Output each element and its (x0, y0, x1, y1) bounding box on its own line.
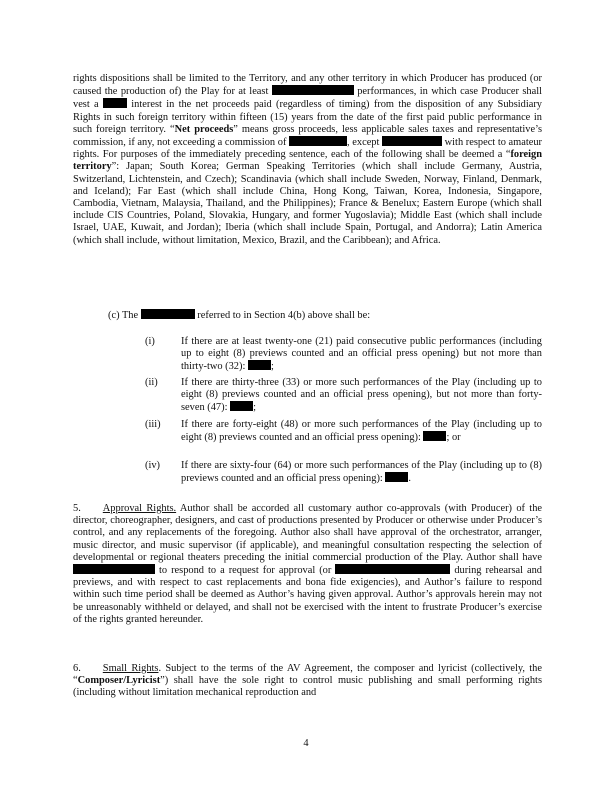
text-run: ”) shall have the sole right to control music publishing and small performing rights (including without limitation mechanical reproduction and (73, 675, 542, 699)
redaction-block (335, 564, 450, 574)
text-run: interest in the net proceeds paid (regardless of timing) from the disposition of any Subsidiary Rights in such foreign territory within fifteen (15) years from the date of the first paid public performance in such foreign territory. “ (73, 99, 542, 135)
redaction-block (141, 309, 195, 319)
text-run: If there are thirty-three (33) or more such performances of the Play (including up to eight (8) previews counted and an official press opening), but not more than forty-seven (47): (181, 377, 542, 414)
list-item-number: (ii) (145, 377, 158, 388)
defined-term-composer-lyricist: Composer/Lyricist (77, 675, 161, 687)
section-5-approval-rights (73, 503, 542, 626)
list-item-text (181, 460, 542, 485)
list-item-text (181, 419, 542, 444)
text-run: ; (270, 361, 274, 373)
list-item-number: (i) (145, 336, 155, 347)
subsection-c (108, 309, 370, 322)
redaction-block (103, 98, 127, 108)
text-run: during rehearsal and previews, and with respect to cast replacements and bona fide exigencies), and Author’s failure to respond within such time period shall be deemed as Author’s having given approval. Author’s approvals herein may not be unreasonably withheld or delayed, and shall not be exercised with the intent to frustrate Producer’s exercise of the rights granted hereunder. (73, 565, 542, 625)
section-6-small-rights (73, 663, 542, 700)
redaction-block (248, 360, 271, 370)
text-run: (c) The (108, 310, 141, 321)
list-item-number: (iii) (145, 419, 161, 430)
paragraph-subsidiary-rights (73, 73, 542, 247)
text-run: ” means gross proceeds, less applicable sales taxes and representative’s commission, if any, not exceeding a commission of (73, 123, 543, 149)
text-run: with respect to amateur rights. For purposes of the immediately preceding sentence, each of the following shall be deemed a “ (73, 137, 543, 161)
list-item-text (181, 377, 542, 415)
text-run: ”: Japan; South Korea; German Speaking Territories (which shall include Germany, Austria, Switzerland, Lichtenstein, and Czech); Scandinavia (which shall include Sweden, Norway, Finland, Denmark, and Iceland); Far East (which shall include China, Hong Kong, Taiwan, Korea, Indonesia, Singapore, Cambodia, Vietnam, Malaysia, Thailand, and the Philippines); France & Benelux; Eastern Europe (which shall include CIS Countries, Poland, Slovakia, Hungary, and former Yugoslavia); Middle East (which shall include Israel, UAE, Kuwait, and Jordan); Iberia (which shall include Spain, Portugal, and Andorra); Latin America (which shall include, without limitation, Mexico, Brazil, and the Caribbean); and Africa. (73, 161, 542, 246)
text-run: to respond to a request for approval (or (155, 565, 336, 577)
section-heading: Small Rights (102, 663, 159, 674)
text-run: rights dispositions shall be limited to the Territory, and any other territory in which Producer has produced (or caused the production of) the Play for at least (73, 73, 542, 98)
text-run: If there are at least twenty-one (21) paid consecutive public performances (including up to eight (8) previews counted and an official press opening) but not more than thirty-two (32): (181, 336, 542, 373)
redaction-block (289, 136, 347, 146)
text-run: referred to in Section 4(b) above shall be: (194, 310, 371, 321)
text-run: If there are forty-eight (48) or more such performances of the Play (including up to eight (8) previews counted and an official press opening): (181, 419, 542, 444)
text-run: performances, in which case Producer shall vest a (73, 86, 542, 111)
text-run: ; or (446, 432, 461, 444)
text-run: . Subject to the terms of the AV Agreement, the composer and lyricist (collectively, the “ (73, 663, 542, 687)
redaction-block (73, 564, 155, 574)
text-run: ; (253, 402, 256, 414)
redaction-block (230, 401, 253, 411)
text-run: If there are sixty-four (64) or more such performances of the Play (including up to (8) previews counted and an official press opening): (181, 460, 542, 485)
text-run: Author shall be accorded all customary author co-approvals (with Producer) of the director, choreographer, designers, and cast of productions presented by Producer or otherwise under Producer’s control, and any replacements of the foregoing. Author also shall have approval of the orchestrator, arranger, music director, and music supervisor (if applicable), and meaningful consultation respecting the selection of developmental or regional theaters preceding the initial commercial production of the Play. Author shall have (73, 503, 542, 563)
redaction-block (272, 85, 354, 95)
text-run: . (408, 473, 411, 485)
redaction-block (385, 472, 408, 482)
section-number: 6. (73, 663, 81, 674)
section-heading: Approval Rights. (102, 503, 177, 514)
defined-term-net-proceeds: Net proceeds (174, 123, 234, 135)
list-item-text (181, 336, 542, 374)
defined-term-foreign-territory: foreign territory (73, 149, 542, 173)
page-number: 4 (303, 738, 309, 749)
text-run: , except (347, 137, 383, 149)
list-item-number: (iv) (145, 460, 161, 471)
redaction-block (382, 136, 442, 146)
redaction-block (423, 431, 446, 441)
section-number: 5. (73, 503, 81, 514)
